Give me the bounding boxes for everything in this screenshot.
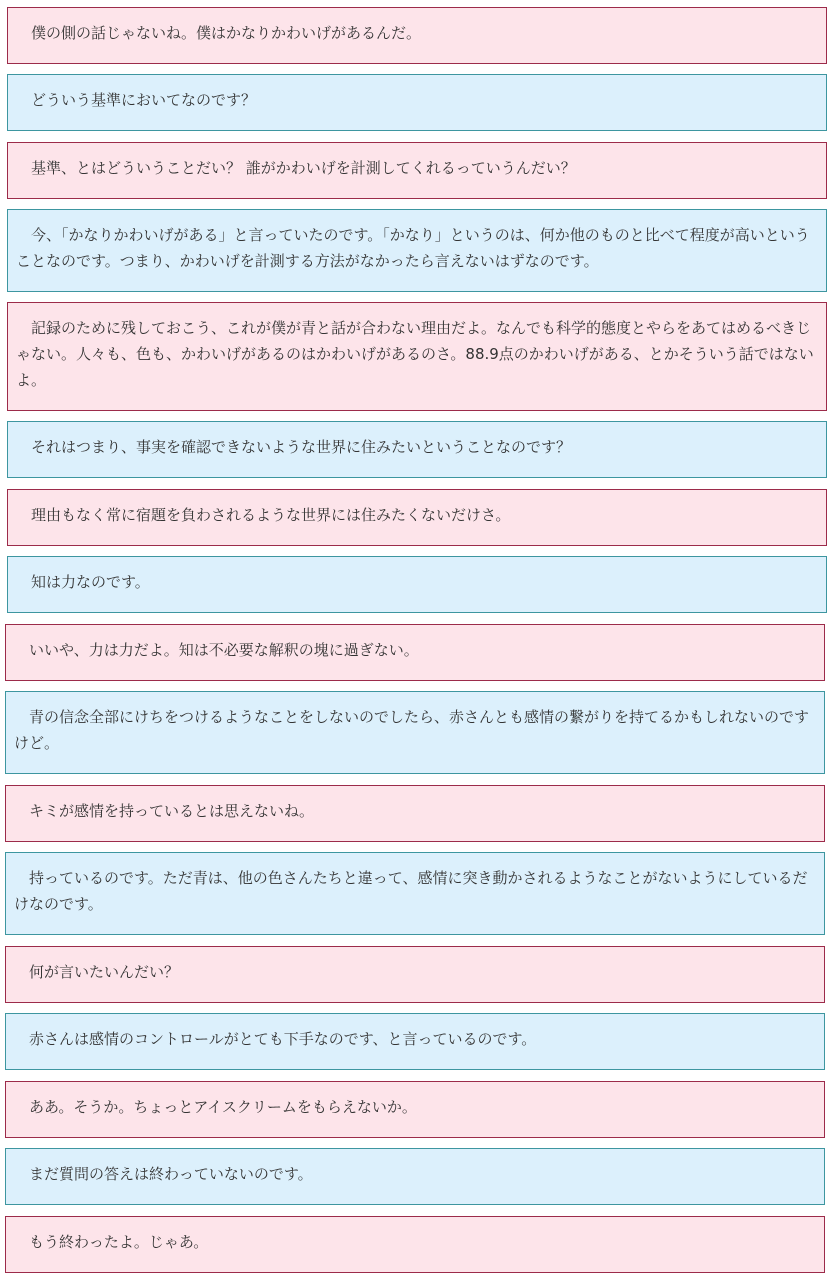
message-red: キミが感情を持っているとは思えないね。 — [5, 785, 825, 842]
message-red: もう終わったよ。じゃあ。 — [5, 1216, 825, 1273]
message-blue: 青の信念全部にけちをつけるようなことをしないのでしたら、赤さんとも感情の繋がりを持てるかもしれないのですけど。 — [5, 691, 825, 774]
message-blue: まだ質問の答えは終わっていないのです。 — [5, 1148, 825, 1205]
message-red: 記録のために残しておこう、これが僕が青と話が合わない理由だよ。なんでも科学的態度とやらをあてはめるべきじゃない。人々も、色も、かわいげがあるのはかわいげがあるのさ。88.9点のかわいげがある、とかそういう話ではないよ。 — [7, 302, 827, 411]
message-blue: 知は力なのです。 — [7, 556, 827, 613]
message-blue: それはつまり、事実を確認できないような世界に住みたいということなのです？ — [7, 421, 827, 478]
message-red: 理由もなく常に宿題を負わされるような世界には住みたくないだけさ。 — [7, 489, 827, 546]
message-blue: どういう基準においてなのです？ — [7, 74, 827, 131]
message-red: 何が言いたいんだい？ — [5, 946, 825, 1003]
message-red: いいや、力は力だよ。知は不必要な解釈の塊に過ぎない。 — [5, 624, 825, 681]
message-red: ああ。そうか。ちょっとアイスクリームをもらえないか。 — [5, 1081, 825, 1138]
message-red: 僕の側の話じゃないね。僕はかなりかわいげがあるんだ。 — [7, 7, 827, 64]
message-blue: 赤さんは感情のコントロールがとても下手なのです、と言っているのです。 — [5, 1013, 825, 1070]
message-blue: 今、「かなりかわいげがある」と言っていたのです。「かなり」というのは、何か他のものと比べて程度が高いということなのです。つまり、かわいげを計測する方法がなかったら言えないはずなのです。 — [7, 209, 827, 292]
message-red: 基準、とはどういうことだい？ 誰がかわいげを計測してくれるっていうんだい？ — [7, 142, 827, 199]
message-blue: 持っているのです。ただ青は、他の色さんたちと違って、感情に突き動かされるようなことがないようにしているだけなのです。 — [5, 852, 825, 935]
